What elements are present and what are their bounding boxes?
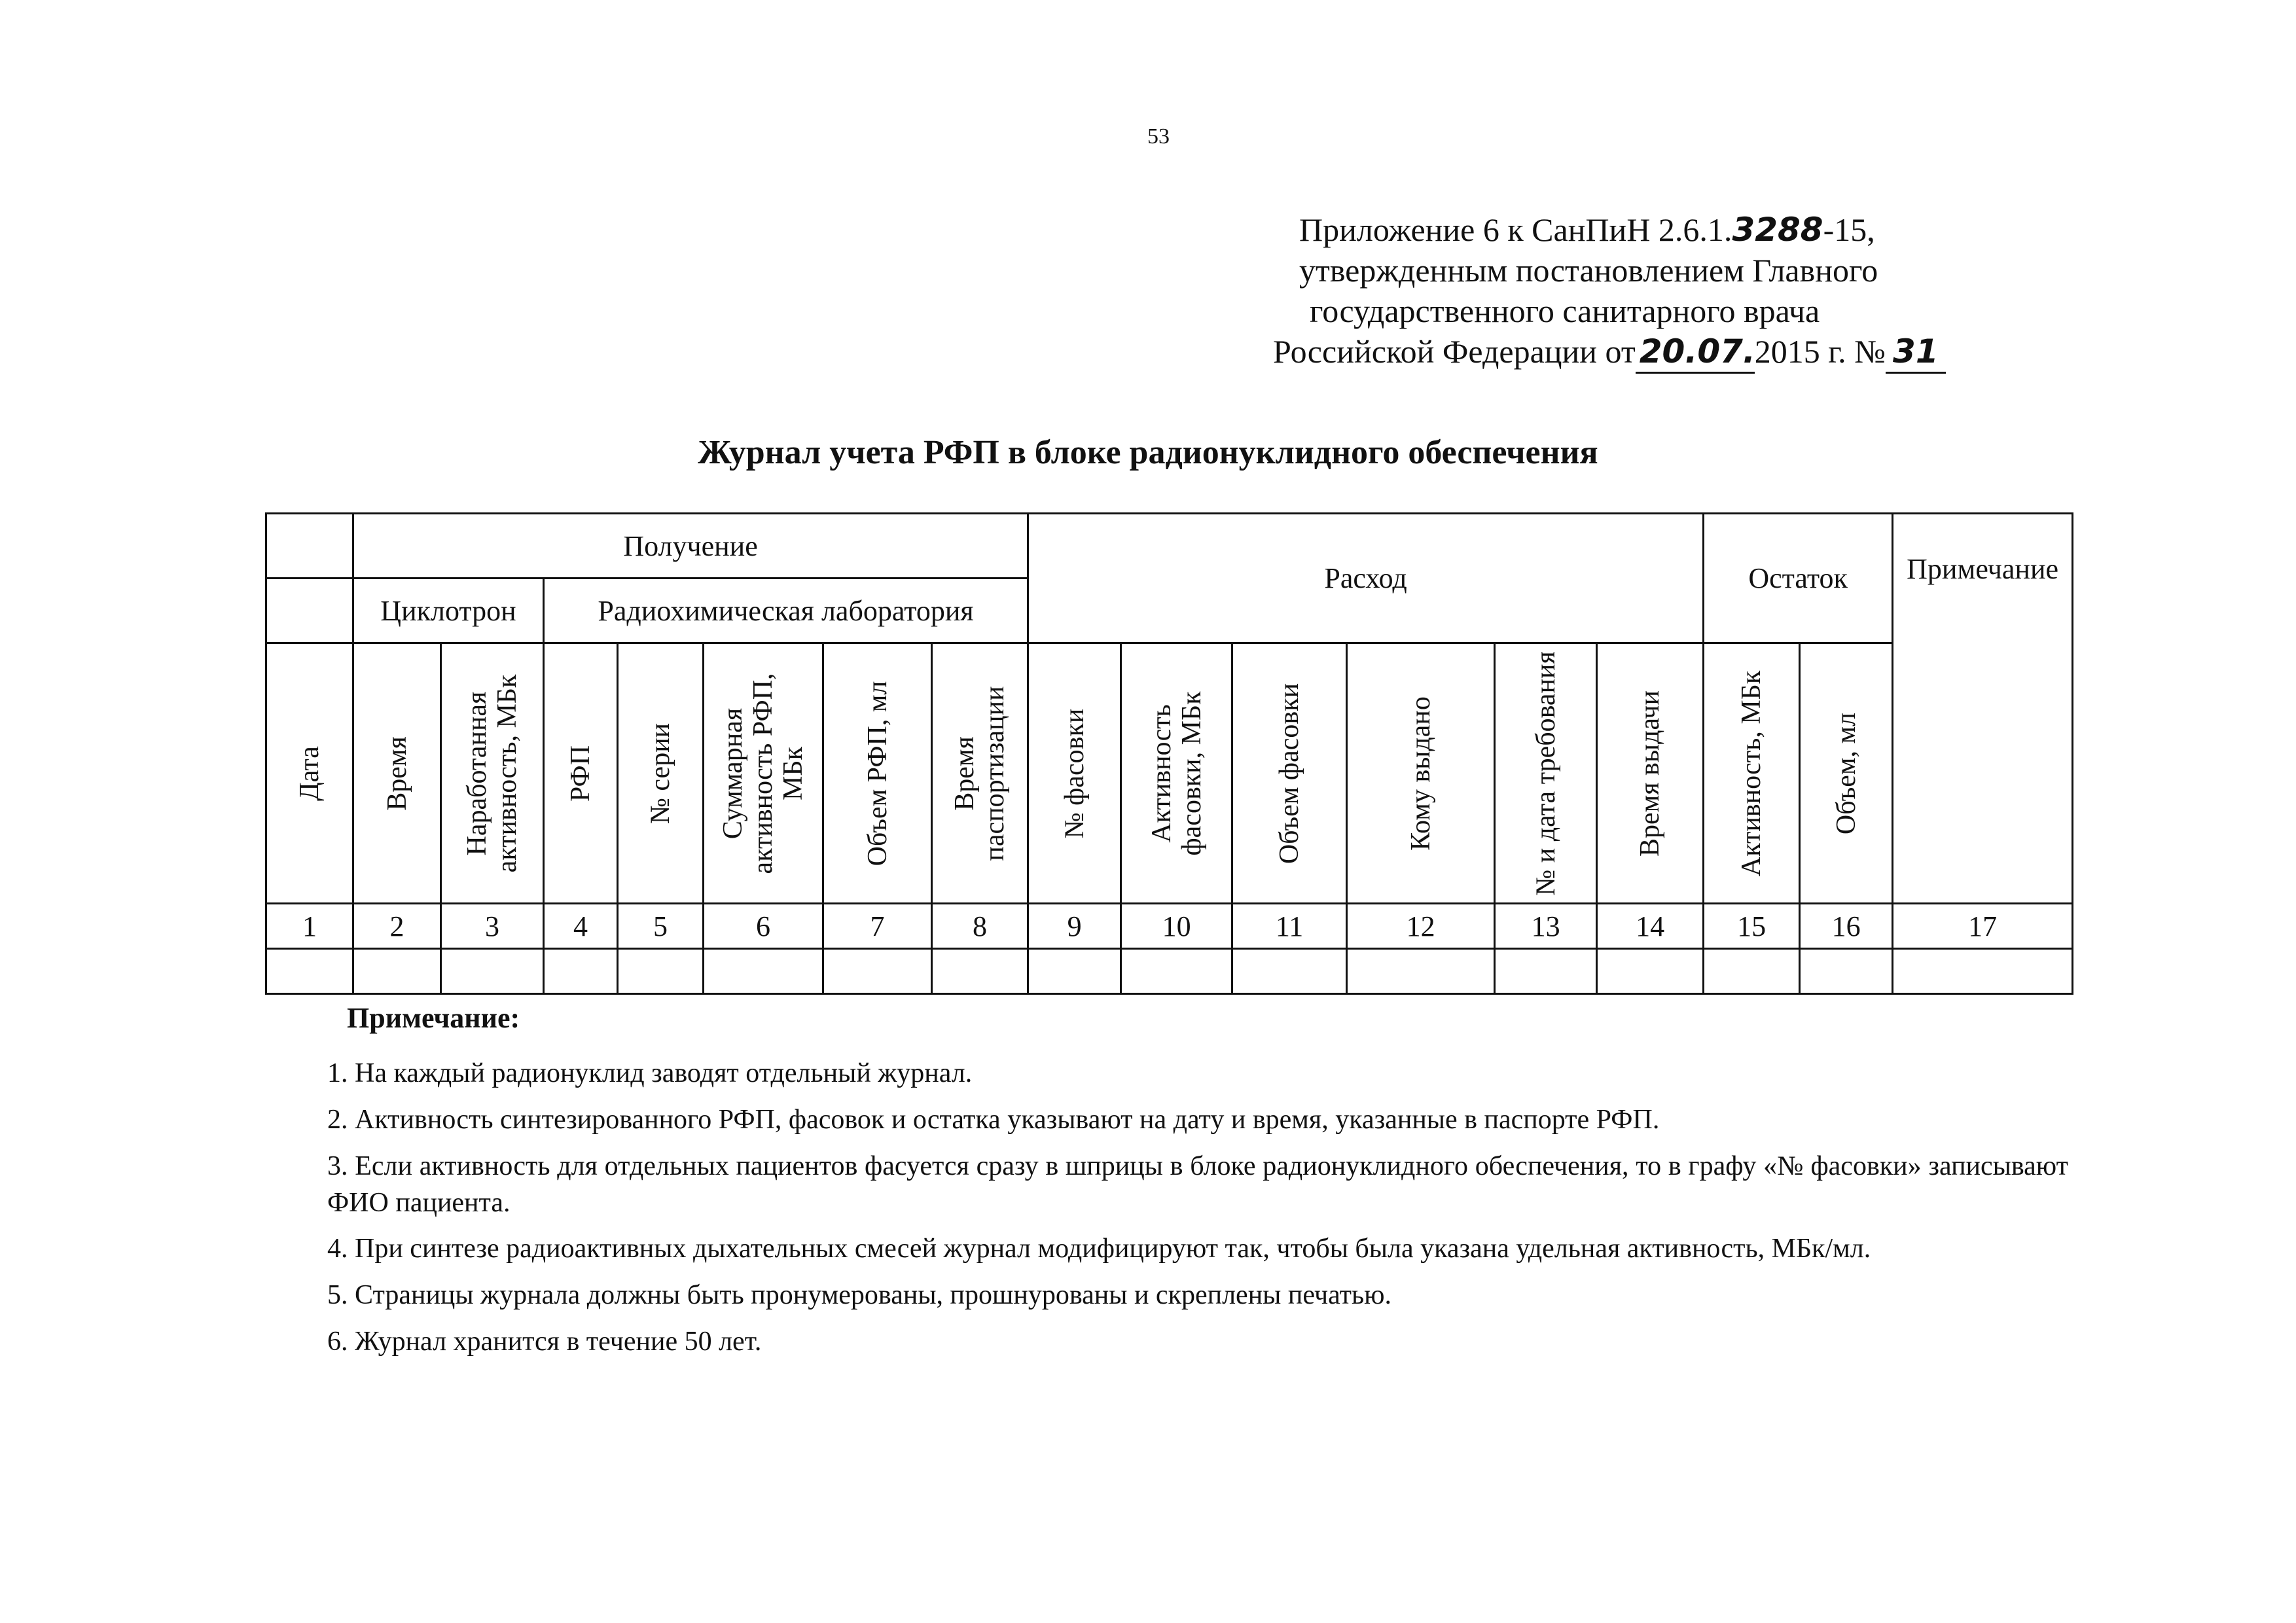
col-total-activity (704, 643, 823, 904)
empty-cell (932, 949, 1028, 994)
col-remainder-activity (1704, 643, 1800, 904)
empty-cell (1597, 949, 1704, 994)
col-total-activity-label: Суммарная активность РФП, МБк (718, 673, 808, 874)
col-rfp-volume (823, 643, 932, 904)
header-receipt: Получение (353, 514, 1028, 579)
appendix-line-4 (1273, 331, 1946, 374)
appendix-line-3: государственного санитарного врача (1310, 293, 1820, 329)
empty-cell (1800, 949, 1893, 994)
empty-cell (441, 949, 544, 994)
column-number: 10 (1121, 904, 1232, 949)
col-package-activity-label: Активность фасовки, МБк (1146, 690, 1207, 856)
header-expense: Расход (1028, 514, 1704, 643)
empty-cell (1232, 949, 1347, 994)
corner-cell-2 (266, 579, 353, 643)
journal-table (265, 512, 2073, 995)
col-rfp-volume-label: Объем РФП, мл (862, 681, 893, 866)
col-rfp (544, 643, 618, 904)
appendix-date-prefix: Российской Федерации от (1273, 333, 1636, 370)
handwritten-number: 31 (1886, 331, 1946, 374)
column-number: 6 (704, 904, 823, 949)
col-date-label: Дата (295, 745, 325, 801)
column-number: 7 (823, 904, 932, 949)
col-produced-activity (441, 643, 544, 904)
col-remainder-activity-label: Активность, МБк (1736, 670, 1767, 876)
col-package-number-label: № фасовки (1059, 708, 1090, 838)
column-number: 4 (544, 904, 618, 949)
notes-title: Примечание: (347, 1002, 520, 1034)
col-issue-time (1597, 643, 1704, 904)
note-item: 1. На каждый радионуклид заводят отдельный журнал. (327, 1058, 973, 1088)
col-time-label: Время (382, 736, 412, 811)
appendix-line-2: утвержденным постановлением Главного (1299, 252, 1878, 289)
col-date (266, 643, 353, 904)
journal-title: Журнал учета РФП в блоке радионуклидного обеспечения (698, 434, 1598, 471)
header-note-label: Примечание (1907, 553, 2059, 585)
handwritten-decree-number: 3288 (1732, 211, 1823, 249)
col-issued-to (1347, 643, 1495, 904)
column-number: 16 (1800, 904, 1893, 949)
note-item: 5. Страницы журнала должны быть пронумерованы, прошнурованы и скреплены печатью. (327, 1280, 1392, 1310)
column-number: 14 (1597, 904, 1704, 949)
appendix-line-1 (1299, 209, 1946, 250)
header-cyclotron: Циклотрон (353, 579, 544, 643)
note-item: 3. Если активность для отдельных пациентов фасуется сразу в шприцы в блоке радионуклидного обеспечения, то в графу «№ фасовки» записывают ФИО пациента. (327, 1151, 2068, 1218)
col-issue-time-label: Время выдачи (1635, 690, 1666, 857)
empty-cell (1704, 949, 1800, 994)
col-passport-time (932, 643, 1028, 904)
col-time (353, 643, 441, 904)
col-remainder-volume (1800, 643, 1893, 904)
empty-cell (544, 949, 618, 994)
column-number: 11 (1232, 904, 1347, 949)
column-number: 17 (1893, 904, 2073, 949)
col-produced-activity-label: Наработанная активность, МБк (462, 674, 522, 872)
appendix-header (1273, 209, 1946, 374)
column-numbers-row (266, 904, 2073, 949)
empty-cell (1121, 949, 1232, 994)
column-number: 12 (1347, 904, 1495, 949)
col-package-volume (1232, 643, 1347, 904)
empty-entry-row (266, 949, 2073, 994)
corner-cell (266, 514, 353, 579)
column-number: 9 (1028, 904, 1121, 949)
col-package-number (1028, 643, 1121, 904)
col-request-label: № и дата требования (1530, 651, 1561, 896)
header-radiochem-lab: Радиохимическая лаборатория (544, 579, 1028, 643)
column-number: 13 (1495, 904, 1597, 949)
column-number: 3 (441, 904, 544, 949)
empty-cell (704, 949, 823, 994)
handwritten-date: 20.07. (1636, 331, 1755, 374)
col-remainder-volume-label: Объем, мл (1831, 712, 1861, 834)
col-package-volume-label: Объем фасовки (1274, 683, 1305, 864)
col-series-label: № серии (645, 722, 675, 824)
header-note (1893, 514, 2073, 904)
column-number: 5 (618, 904, 704, 949)
col-issued-to-label: Кому выдано (1405, 696, 1436, 851)
empty-cell (266, 949, 353, 994)
col-series (618, 643, 704, 904)
column-number: 8 (932, 904, 1028, 949)
note-item: 2. Активность синтезированного РФП, фасовок и остатка указывают на дату и время, указанные в паспорте РФП. (327, 1105, 1660, 1135)
appendix-suffix: -15, (1823, 211, 1875, 248)
empty-cell (353, 949, 441, 994)
column-number: 15 (1704, 904, 1800, 949)
empty-cell (618, 949, 704, 994)
page-number: 53 (1147, 124, 1170, 149)
note-item: 6. Журнал хранится в течение 50 лет. (327, 1327, 762, 1357)
col-passport-time-label: Время паспортизации (950, 685, 1011, 861)
empty-cell (1495, 949, 1597, 994)
header-remainder: Остаток (1704, 514, 1893, 643)
note-item: 4. При синтезе радиоактивных дыхательных смесей журнал модифицируют так, чтобы была указана удельная активность, МБк/мл. (327, 1234, 1871, 1264)
empty-cell (1028, 949, 1121, 994)
col-request (1495, 643, 1597, 904)
empty-cell (1347, 949, 1495, 994)
column-number: 1 (266, 904, 353, 949)
empty-cell (1893, 949, 2073, 994)
col-rfp-label: РФП (565, 745, 596, 802)
col-package-activity (1121, 643, 1232, 904)
empty-cell (823, 949, 932, 994)
appendix-prefix: Приложение 6 к СанПиН 2.6.1. (1299, 211, 1732, 248)
column-number: 2 (353, 904, 441, 949)
appendix-year: 2015 г. № (1754, 333, 1886, 370)
